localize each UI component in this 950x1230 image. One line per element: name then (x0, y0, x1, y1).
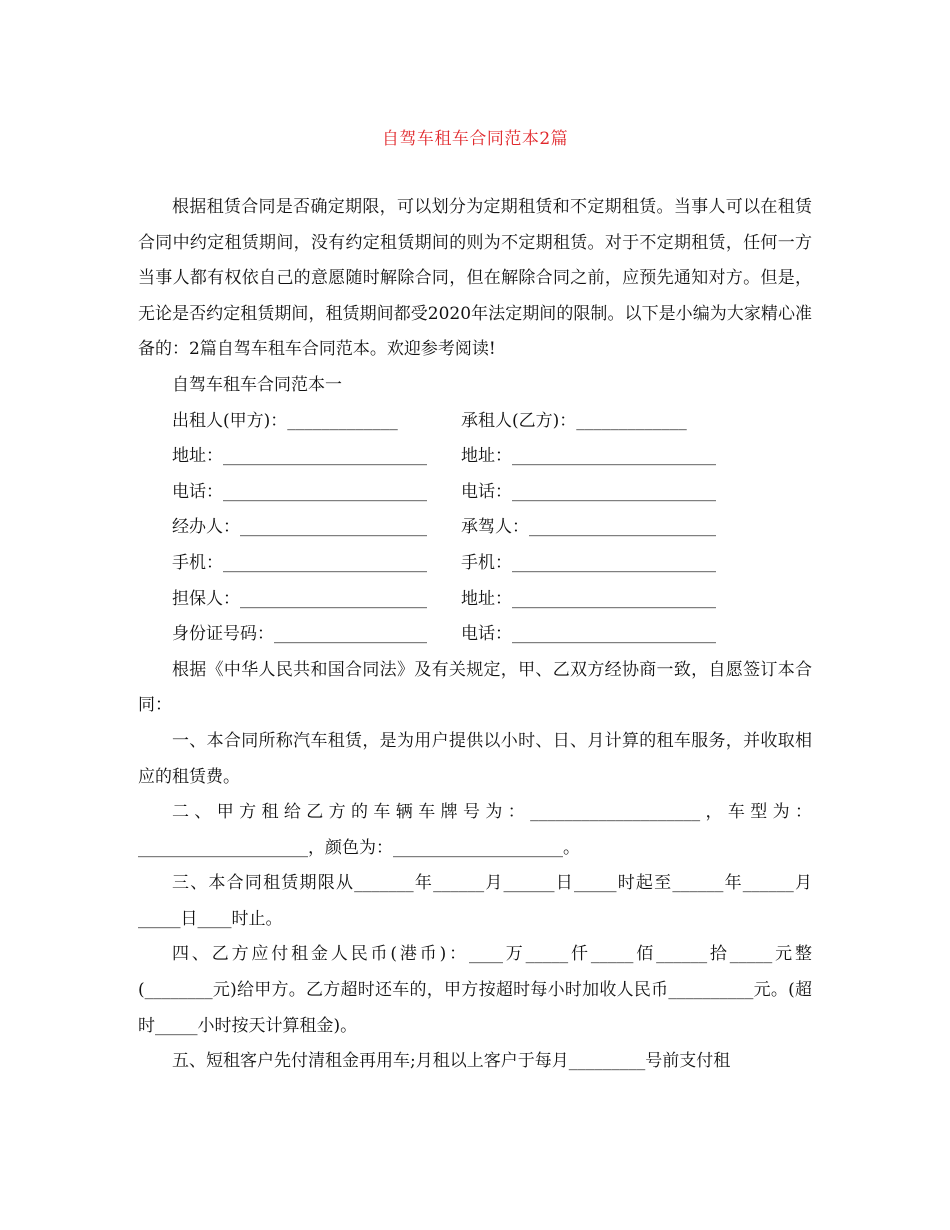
party-field-left: 出租人(甲方)：_____________ (172, 410, 398, 431)
party-field-left: 担保人：______________________ (172, 588, 427, 609)
party-row (138, 617, 812, 653)
party-field-left: 身份证号码：__________________ (172, 624, 427, 645)
party-row (138, 510, 812, 546)
party-field-right: 承驾人：______________________ (461, 517, 716, 538)
party-field-right: 电话：________________________ (461, 481, 716, 502)
party-field-left: 电话：________________________ (172, 481, 427, 502)
clause-paragraph: 根据《中华人民共和国合同法》及有关规定，甲、乙双方经协商一致，自愿签订本合同： (138, 659, 812, 716)
clause-paragraph: 二、甲方租给乙方的车辆车牌号为：____________________，车型为：____________________，颜色为：____________________。 (138, 802, 812, 858)
party-field-left: 手机：________________________ (172, 552, 427, 573)
party-row (138, 582, 812, 618)
party-field-right: 承租人(乙方)：_____________ (461, 410, 687, 431)
party-row (138, 439, 812, 475)
party-field-right: 电话：________________________ (461, 624, 716, 645)
document-body (138, 190, 812, 1080)
contract-subtitle: 自驾车租车合同范本一 (172, 374, 342, 395)
intro-paragraph: 根据租赁合同是否确定期限，可以划分为定期租赁和不定期租赁。当事人可以在租赁合同中约定租赁期间，没有约定租赁期间的则为不定期租赁。对于不定期租赁，任何一方当事人都有权依自己的意愿随时解除合同，但在解除合同之前，应预先通知对方。但是，无论是否约定租赁期间，租赁期间都受2020年法定期间的限制。以下是小编为大家精心准备的：2篇自驾车租车合同范本。欢迎参考阅读! (138, 197, 812, 360)
party-field-left: 地址：________________________ (172, 446, 427, 467)
party-field-right: 地址：________________________ (461, 446, 716, 467)
clause-paragraph: 三、本合同租赁期限从_______年______月______日_____时起至______年______月_____日____时止。 (138, 873, 812, 929)
clause-paragraph: 一、本合同所称汽车租赁，是为用户提供以小时、日、月计算的租车服务，并收取相应的租赁费。 (138, 730, 812, 787)
party-row (138, 546, 812, 582)
party-field-left: 经办人：______________________ (172, 517, 427, 538)
party-row (138, 475, 812, 511)
party-field-right: 地址：________________________ (461, 588, 716, 609)
clause-paragraph: 四、乙方应付租金人民币(港币)：____万_____仟_____佰______拾_____元整(________元)给甲方。乙方超时还车的，甲方按超时每小时加收人民币__________元。(超时_____小时按天计算租金)。 (138, 944, 812, 1036)
party-field-right: 手机：________________________ (461, 552, 716, 573)
document-title: 自驾车租车合同范本2篇 (381, 129, 569, 149)
clause-paragraph: 五、短租客户先付清租金再用车;月租以上客户于每月_________号前支付租 (172, 1051, 731, 1072)
party-row (138, 404, 812, 440)
